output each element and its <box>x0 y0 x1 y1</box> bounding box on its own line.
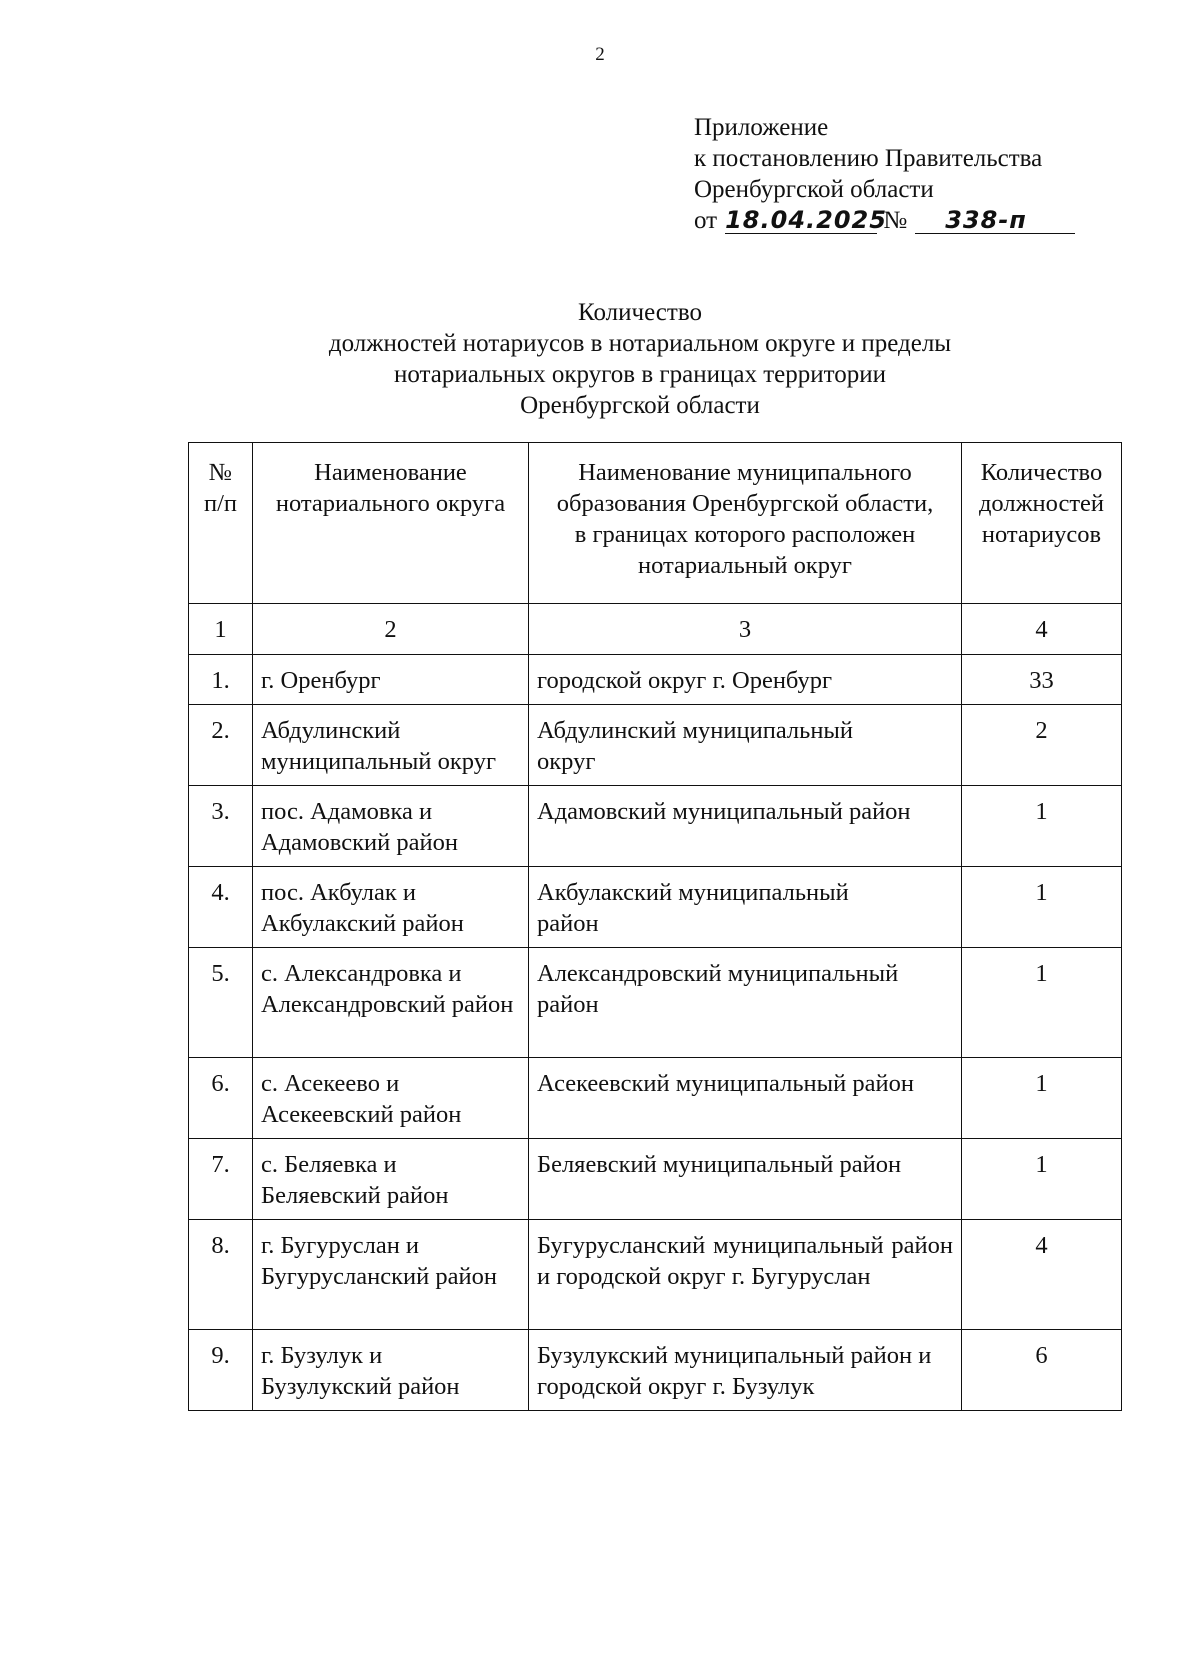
table-row <box>189 1058 1122 1139</box>
row-district: пос. Адамовка и Адамовский район <box>253 786 529 867</box>
row-municipality: Бугурусланский муниципальный район и городской округ г. Бугуруслан <box>529 1220 962 1330</box>
row-district: пос. Акбулак и Акбулакский район <box>253 867 529 948</box>
header-count-l3: нотариусов <box>981 521 1102 548</box>
handwritten-date: 18.04.2025 <box>725 206 887 234</box>
row-district: с. Асекеево и Асекеевский район <box>253 1058 529 1139</box>
row-number: 4. <box>189 867 253 948</box>
page-number: 2 <box>595 44 605 65</box>
row-number: 8. <box>189 1220 253 1330</box>
title-line-1: Количество <box>578 299 702 326</box>
row-municipality: Адамовский муниципальный район <box>529 786 962 867</box>
title-line-3: нотариальных округов в границах территории <box>393 361 887 388</box>
column-number-2: 2 <box>253 604 529 655</box>
row-number: 2. <box>189 705 253 786</box>
row-number: 7. <box>189 1139 253 1220</box>
row-district: с. Александровка и Александровский район <box>253 948 529 1058</box>
header-municipality-l2: образования Оренбургской области, <box>556 490 934 517</box>
row-district: г. Бузулук и Бузулукский район <box>253 1330 529 1411</box>
row-district: Абдулинский муниципальный округ <box>253 705 529 786</box>
row-count: 6 <box>962 1330 1122 1411</box>
row-municipality: Беляевский муниципальный район <box>529 1139 962 1220</box>
table-row <box>189 705 1122 786</box>
table-row <box>189 867 1122 948</box>
appendix-block <box>694 112 1075 236</box>
row-count: 1 <box>962 1139 1122 1220</box>
title-line-4: Оренбургской области <box>520 392 760 419</box>
row-district: г. Оренбург <box>253 655 529 705</box>
column-number-row <box>189 604 1122 655</box>
from-label: от <box>694 207 718 234</box>
row-count: 1 <box>962 948 1122 1058</box>
table-row <box>189 1139 1122 1220</box>
table-row <box>189 655 1122 705</box>
row-municipality: городской округ г. Оренбург <box>529 655 962 705</box>
row-count: 1 <box>962 786 1122 867</box>
row-number: 3. <box>189 786 253 867</box>
header-count-l2: должностей <box>978 490 1105 517</box>
row-municipality: Абдулинский муниципальный округ <box>529 705 962 786</box>
row-number: 5. <box>189 948 253 1058</box>
document-title <box>0 297 1200 421</box>
appendix-line-1: Приложение <box>694 114 829 141</box>
column-number-1: 1 <box>189 604 253 655</box>
table-row <box>189 1220 1122 1330</box>
table-header-row <box>189 443 1122 604</box>
header-number <box>189 443 253 604</box>
row-count: 1 <box>962 1058 1122 1139</box>
table-row <box>189 786 1122 867</box>
appendix-date-line <box>694 205 1075 236</box>
header-district-l2: нотариального округа <box>275 490 506 517</box>
row-district: г. Бугуруслан и Бугурусланский район <box>253 1220 529 1330</box>
title-line-2: должностей нотариусов в нотариальном округе и пределы <box>328 330 952 357</box>
header-municipality-l3: в границах которого расположен <box>574 521 916 548</box>
column-number-4: 4 <box>962 604 1122 655</box>
table-row <box>189 1330 1122 1411</box>
row-municipality: Александровский муниципальный район <box>529 948 962 1058</box>
header-municipality-l4: нотариальный округ <box>638 552 852 579</box>
number-label: № <box>883 207 908 234</box>
header-district-l1: Наименование <box>314 459 467 486</box>
row-municipality: Акбулакский муниципальный район <box>529 867 962 948</box>
row-municipality: Бузулукский муниципальный район и городской округ г. Бузулук <box>529 1330 962 1411</box>
row-count: 2 <box>962 705 1122 786</box>
header-count <box>962 443 1122 604</box>
row-number: 1. <box>189 655 253 705</box>
appendix-line-3: Оренбургской области <box>694 176 934 203</box>
header-district <box>253 443 529 604</box>
header-number-l1: № <box>208 459 233 486</box>
header-municipality <box>529 443 962 604</box>
row-count: 33 <box>962 655 1122 705</box>
header-municipality-l1: Наименование муниципального <box>578 459 912 486</box>
row-district: с. Беляевка и Беляевский район <box>253 1139 529 1220</box>
header-count-l1: Количество <box>980 459 1103 486</box>
notary-table <box>188 442 1122 1411</box>
row-number: 6. <box>189 1058 253 1139</box>
appendix-line-2: к постановлению Правительства <box>694 145 1043 172</box>
table-row <box>189 948 1122 1058</box>
handwritten-number: 338-п <box>915 207 1075 234</box>
row-municipality: Асекеевский муниципальный район <box>529 1058 962 1139</box>
row-count: 1 <box>962 867 1122 948</box>
column-number-3: 3 <box>529 604 962 655</box>
row-number: 9. <box>189 1330 253 1411</box>
row-count: 4 <box>962 1220 1122 1330</box>
header-number-l2: п/п <box>203 490 238 517</box>
